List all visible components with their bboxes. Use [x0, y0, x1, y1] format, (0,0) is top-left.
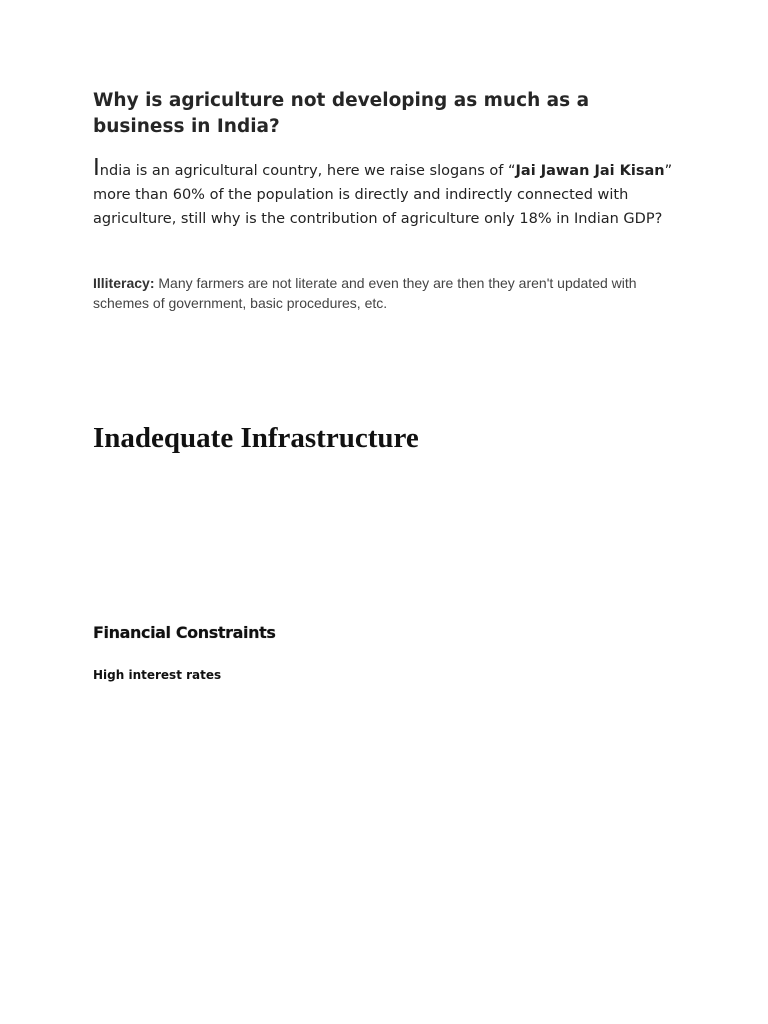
intro-paragraph	[93, 155, 693, 231]
illiteracy-label: Illiteracy:	[93, 275, 155, 291]
illiteracy-paragraph	[93, 274, 673, 313]
financial-constraints-heading: Financial Constraints	[93, 623, 276, 642]
infrastructure-heading: Inadequate Infrastructure	[93, 422, 419, 454]
document-title: Why is agriculture not developing as much as a business in India?	[93, 90, 590, 137]
illiteracy-text: Many farmers are not literate and even they are then they aren't updated with schemes of government, basic procedures, etc.	[93, 275, 637, 311]
high-interest-rates-text: High interest rates	[93, 668, 222, 682]
intro-dropcap: I	[93, 155, 100, 181]
intro-text-end: ” more than 60% of the population is directly and indirectly connected with agriculture, still why is the contribution of agriculture only 18% in Indian GDP?	[93, 163, 673, 227]
slogan-text: Jai Jawan Jai Kisan	[515, 163, 665, 179]
intro-text-start: ndia is an agricultural country, here we raise slogans of “	[99, 163, 516, 179]
